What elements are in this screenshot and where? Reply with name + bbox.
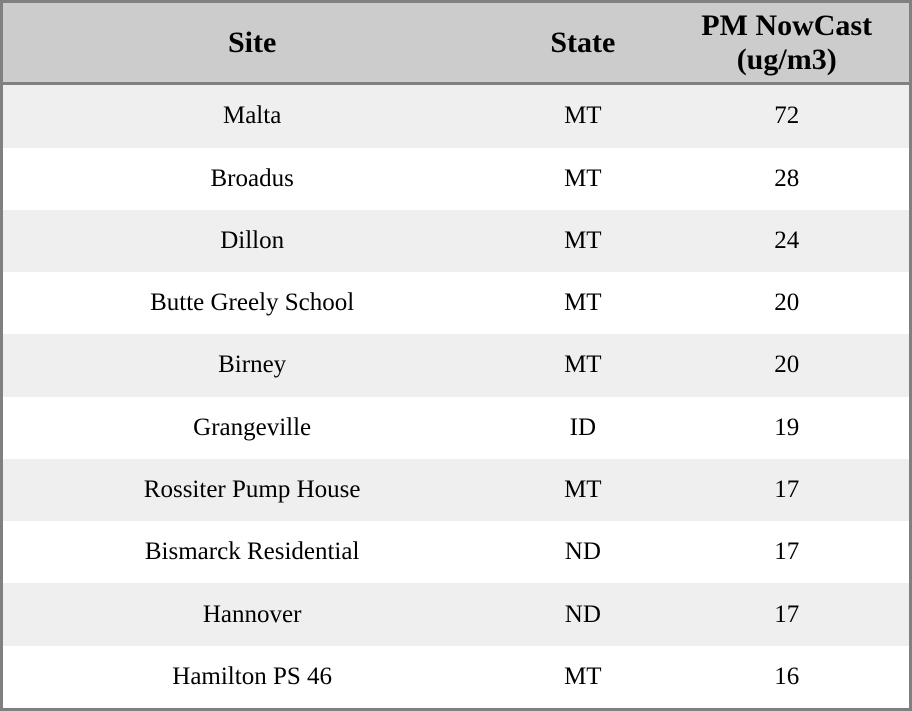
cell-value: 17 (664, 459, 909, 521)
cell-value: 20 (664, 272, 909, 334)
table-row (3, 210, 909, 272)
cell-state: MT (501, 459, 664, 521)
cell-value: 28 (664, 148, 909, 210)
table-row (3, 459, 909, 521)
cell-site: Grangeville (3, 397, 501, 459)
cell-state: MT (501, 84, 664, 148)
air-quality-table (3, 3, 909, 708)
cell-site: Broadus (3, 148, 501, 210)
table-header (3, 3, 909, 84)
cell-value: 17 (664, 583, 909, 645)
cell-site: Rossiter Pump House (3, 459, 501, 521)
cell-site: Hamilton PS 46 (3, 646, 501, 708)
cell-value: 19 (664, 397, 909, 459)
cell-site: Bismarck Residential (3, 521, 501, 583)
cell-state: MT (501, 646, 664, 708)
cell-site: Hannover (3, 583, 501, 645)
cell-value: 24 (664, 210, 909, 272)
table-header-row (3, 3, 909, 84)
cell-state: MT (501, 272, 664, 334)
cell-state: MT (501, 210, 664, 272)
cell-value: 20 (664, 334, 909, 396)
cell-state: ND (501, 521, 664, 583)
table-row (3, 272, 909, 334)
table-row (3, 646, 909, 708)
cell-value: 17 (664, 521, 909, 583)
column-header-site: Site (3, 3, 501, 84)
table-row (3, 148, 909, 210)
cell-site: Birney (3, 334, 501, 396)
table-row (3, 397, 909, 459)
table-row (3, 583, 909, 645)
cell-state: MT (501, 334, 664, 396)
cell-state: ID (501, 397, 664, 459)
cell-value: 72 (664, 84, 909, 148)
table-row (3, 521, 909, 583)
cell-state: ND (501, 583, 664, 645)
cell-state: MT (501, 148, 664, 210)
cell-site: Dillon (3, 210, 501, 272)
cell-site: Butte Greely School (3, 272, 501, 334)
table-row (3, 334, 909, 396)
cell-value: 16 (664, 646, 909, 708)
cell-site: Malta (3, 84, 501, 148)
column-header-pm-nowcast: PM NowCast (ug/m3) (664, 3, 909, 84)
column-header-state: State (501, 3, 664, 84)
table-body (3, 84, 909, 708)
table-row (3, 84, 909, 148)
